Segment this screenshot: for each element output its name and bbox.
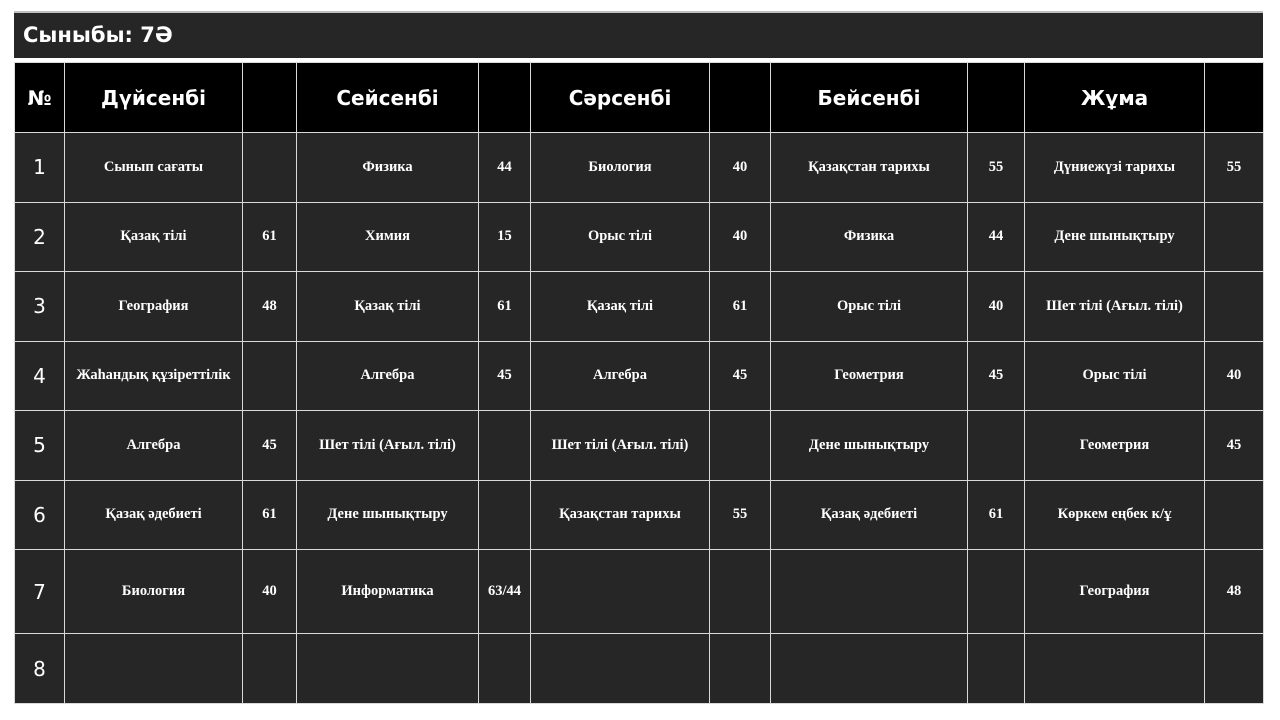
subject-cell (1025, 634, 1205, 704)
table-row (15, 550, 1264, 634)
subject-cell: Алгебра (531, 341, 710, 411)
room-cell: 48 (1205, 550, 1264, 634)
room-cell (479, 411, 531, 481)
room-cell: 44 (479, 133, 531, 203)
room-cell (479, 480, 531, 550)
room-cell: 45 (968, 341, 1025, 411)
subject-cell: Химия (297, 202, 479, 272)
table-row (15, 480, 1264, 550)
header-day-monday: Дүйсенбі (65, 63, 243, 133)
header-room-monday (243, 63, 297, 133)
room-cell: 61 (243, 480, 297, 550)
room-cell: 40 (1205, 341, 1264, 411)
table-row (15, 202, 1264, 272)
lesson-number: 7 (15, 550, 65, 634)
header-day-thursday: Бейсенбі (771, 63, 968, 133)
table-row (15, 411, 1264, 481)
subject-cell: Алгебра (65, 411, 243, 481)
subject-cell (771, 550, 968, 634)
subject-cell: Қазақ тілі (531, 272, 710, 342)
room-cell: 48 (243, 272, 297, 342)
subject-cell: Қазақстан тарихы (771, 133, 968, 203)
subject-cell: Дене шынықтыру (297, 480, 479, 550)
room-cell: 55 (710, 480, 771, 550)
subject-cell: Қазақ тілі (297, 272, 479, 342)
subject-cell: Информатика (297, 550, 479, 634)
room-cell: 40 (968, 272, 1025, 342)
table-row (15, 341, 1264, 411)
room-cell: 45 (1205, 411, 1264, 481)
subject-cell (65, 634, 243, 704)
subject-cell: Орыс тілі (771, 272, 968, 342)
room-cell: 40 (710, 133, 771, 203)
subject-cell: Орыс тілі (1025, 341, 1205, 411)
schedule-table (14, 62, 1264, 704)
room-cell (243, 341, 297, 411)
room-cell (968, 550, 1025, 634)
subject-cell: Дене шынықтыру (1025, 202, 1205, 272)
subject-cell: Шет тілі (Ағыл. тілі) (531, 411, 710, 481)
room-cell (710, 634, 771, 704)
lesson-number: 4 (15, 341, 65, 411)
room-cell: 55 (1205, 133, 1264, 203)
room-cell: 55 (968, 133, 1025, 203)
subject-cell: Физика (297, 133, 479, 203)
room-cell: 44 (968, 202, 1025, 272)
header-day-tuesday: Сейсенбі (297, 63, 479, 133)
header-room-friday (1205, 63, 1264, 133)
room-cell: 45 (243, 411, 297, 481)
subject-cell: Шет тілі (Ағыл. тілі) (297, 411, 479, 481)
subject-cell: Геометрия (1025, 411, 1205, 481)
subject-cell: Қазақ тілі (65, 202, 243, 272)
subject-cell (297, 634, 479, 704)
room-cell: 61 (968, 480, 1025, 550)
subject-cell: Дүниежүзі тарихы (1025, 133, 1205, 203)
schedule-body (15, 133, 1264, 704)
room-cell (1205, 202, 1264, 272)
subject-cell: Қазақ әдебиеті (65, 480, 243, 550)
class-title: Сыныбы: 7Ә (14, 11, 1263, 58)
lesson-number: 3 (15, 272, 65, 342)
header-room-thursday (968, 63, 1025, 133)
subject-cell: Геометрия (771, 341, 968, 411)
room-cell: 61 (243, 202, 297, 272)
subject-cell: Көркем еңбек к/ұ (1025, 480, 1205, 550)
subject-cell: Жаһандық құзіреттілік (65, 341, 243, 411)
subject-cell (531, 550, 710, 634)
lesson-number: 1 (15, 133, 65, 203)
room-cell: 63/44 (479, 550, 531, 634)
header-day-wednesday: Сәрсенбі (531, 63, 710, 133)
subject-cell: География (1025, 550, 1205, 634)
room-cell: 40 (710, 202, 771, 272)
room-cell (710, 411, 771, 481)
lesson-number: 2 (15, 202, 65, 272)
room-cell: 61 (710, 272, 771, 342)
header-room-tuesday (479, 63, 531, 133)
room-cell: 61 (479, 272, 531, 342)
room-cell (968, 634, 1025, 704)
room-cell (479, 634, 531, 704)
table-row (15, 133, 1264, 203)
room-cell (243, 133, 297, 203)
table-row (15, 272, 1264, 342)
lesson-number: 8 (15, 634, 65, 704)
table-row (15, 634, 1264, 704)
room-cell (1205, 272, 1264, 342)
header-row (15, 63, 1264, 133)
room-cell (968, 411, 1025, 481)
header-number: № (15, 63, 65, 133)
subject-cell: Қазақ әдебиеті (771, 480, 968, 550)
subject-cell (771, 634, 968, 704)
room-cell: 45 (710, 341, 771, 411)
room-cell (1205, 634, 1264, 704)
room-cell (243, 634, 297, 704)
header-day-friday: Жұма (1025, 63, 1205, 133)
subject-cell: Дене шынықтыру (771, 411, 968, 481)
room-cell: 40 (243, 550, 297, 634)
lesson-number: 6 (15, 480, 65, 550)
room-cell: 45 (479, 341, 531, 411)
subject-cell: Алгебра (297, 341, 479, 411)
room-cell (710, 550, 771, 634)
subject-cell: Қазақстан тарихы (531, 480, 710, 550)
subject-cell: Орыс тілі (531, 202, 710, 272)
subject-cell: Шет тілі (Ағыл. тілі) (1025, 272, 1205, 342)
subject-cell: География (65, 272, 243, 342)
room-cell: 15 (479, 202, 531, 272)
subject-cell: Биология (65, 550, 243, 634)
room-cell (1205, 480, 1264, 550)
subject-cell (531, 634, 710, 704)
lesson-number: 5 (15, 411, 65, 481)
subject-cell: Биология (531, 133, 710, 203)
header-room-wednesday (710, 63, 771, 133)
subject-cell: Сынып сағаты (65, 133, 243, 203)
subject-cell: Физика (771, 202, 968, 272)
